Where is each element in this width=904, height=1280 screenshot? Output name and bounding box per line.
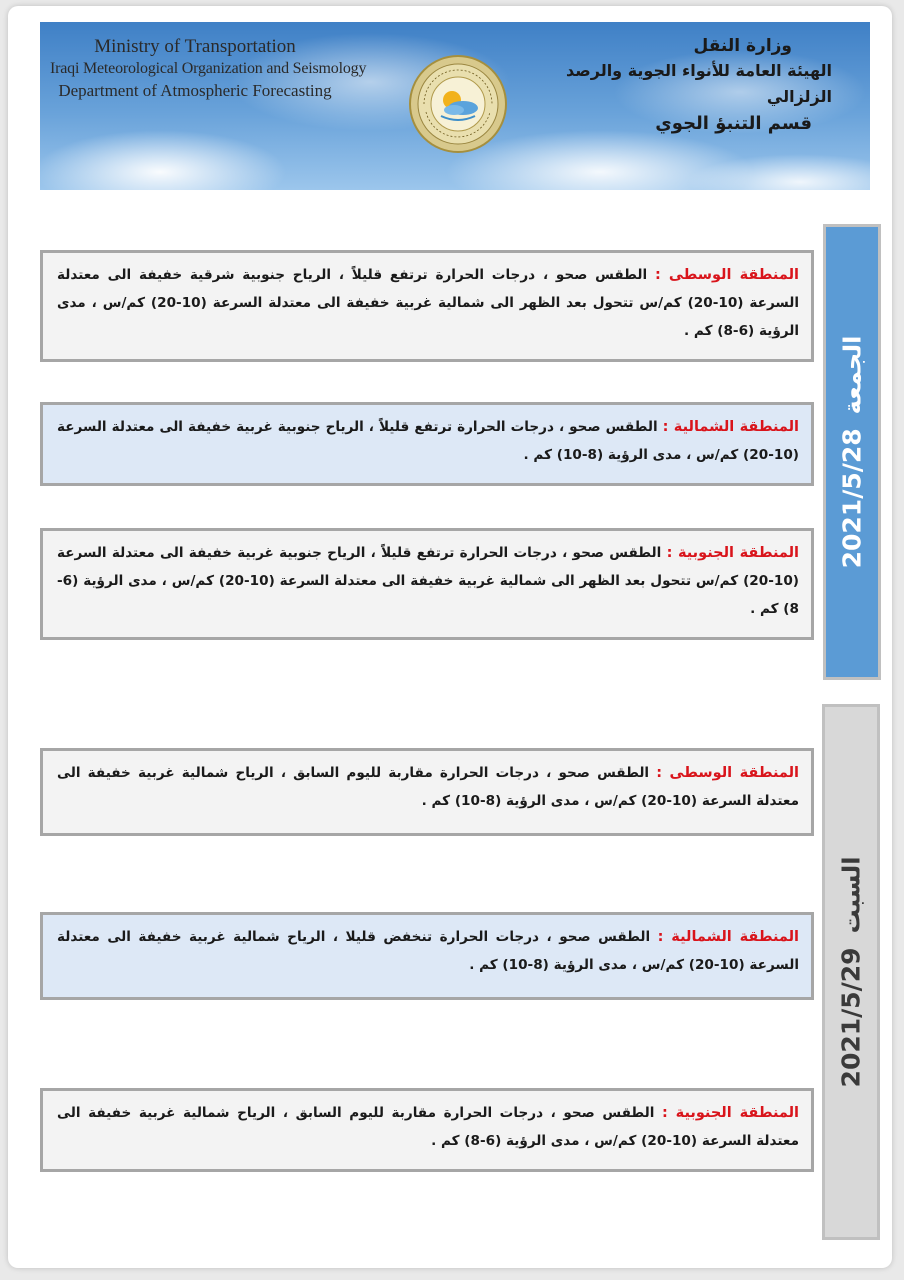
organization-name-ar: الهيئة العامة للأنواء الجوية والرصد الزلزالي [566, 61, 832, 106]
region-label: المنطقة الجنوبية : [666, 545, 799, 561]
forecast-text: الطقس صحو ، درجات الحرارة مقاربة لليوم السابق ، الرياح شمالية غربية خفيفة الى معتدلة السرعة (10-20) كم/س ، مدى الرؤية (8-10) كم . [57, 765, 799, 809]
region-label: المنطقة الجنوبية : [661, 1105, 800, 1121]
arabic-header [532, 34, 832, 138]
department-name-en: Department of Atmospheric Forecasting [58, 81, 332, 100]
region-label: المنطقة الشمالية : [657, 929, 800, 945]
region-label: المنطقة الوسطى : [654, 267, 799, 283]
ministry-name-ar: وزارة النقل [693, 36, 792, 56]
region-label: المنطقة الشمالية : [662, 419, 800, 435]
day-name: السبت [837, 856, 866, 934]
forecast-text: الطقس صحو ، درجات الحرارة تنخفض قليلا ، الرياح شمالية غربية خفيفة الى معتدلة السرعة (10-20) كم/س ، مدى الرؤية (8-10) كم . [57, 929, 799, 973]
ministry-name-en: Ministry of Transportation [94, 36, 296, 57]
date-value: 2021/5/28 [837, 428, 867, 569]
day-name: الجمعة [838, 335, 867, 415]
date-value: 2021/5/29 [836, 947, 866, 1088]
header-banner [40, 22, 870, 190]
department-name-ar: قسم التنبؤ الجوي [655, 113, 812, 134]
forecast-box-south-fri [40, 528, 814, 640]
forecast-text: الطقس صحو ، درجات الحرارة ترتفع قليلاً ، الرياح جنوبية غربية خفيفة الى معتدلة السرعة (10-20) كم/س ، مدى الرؤية (8-10) كم . [57, 419, 799, 463]
day-date-label [837, 857, 866, 1088]
forecast-box-north-sat [40, 912, 814, 1000]
forecast-box-central-sat [40, 748, 814, 836]
english-header [50, 36, 367, 102]
day-bar-friday [823, 224, 881, 680]
forecast-box-south-sat [40, 1088, 814, 1172]
forecast-box-north-fri [40, 402, 814, 486]
forecast-text: الطقس صحو ، درجات الحرارة ترتفع قليلاً ، الرياح جنوبية شرقية خفيفة الى معتدلة السرعة (10-20) كم/س تتحول بعد الظهر الى شمالية غربية خفيفة الى معتدلة السرعة (10-20) كم/س ، مدى الرؤية (6-8) كم . [57, 267, 799, 339]
day-date-label [838, 336, 867, 569]
meteorological-organization-seal-icon [408, 54, 508, 154]
region-label: المنطقة الوسطى : [656, 765, 799, 781]
day-bar-saturday [822, 704, 880, 1240]
forecast-box-central-fri [40, 250, 814, 362]
organization-name-en: Iraqi Meteorological Organization and Seismology [50, 60, 367, 77]
forecast-text: الطقس صحو ، درجات الحرارة ترتفع قليلاً ، الرياح جنوبية غربية خفيفة الى معتدلة السرعة (10-20) كم/س تتحول بعد الظهر الى شمالية غربية خفيفة الى معتدلة السرعة (10-20) كم/س ، مدى الرؤية (6-8) كم . [57, 545, 799, 617]
forecast-text: الطقس صحو ، درجات الحرارة مقاربة لليوم السابق ، الرياح شمالية غربية خفيفة الى معتدلة السرعة (10-20) كم/س ، مدى الرؤية (6-8) كم . [57, 1105, 799, 1149]
